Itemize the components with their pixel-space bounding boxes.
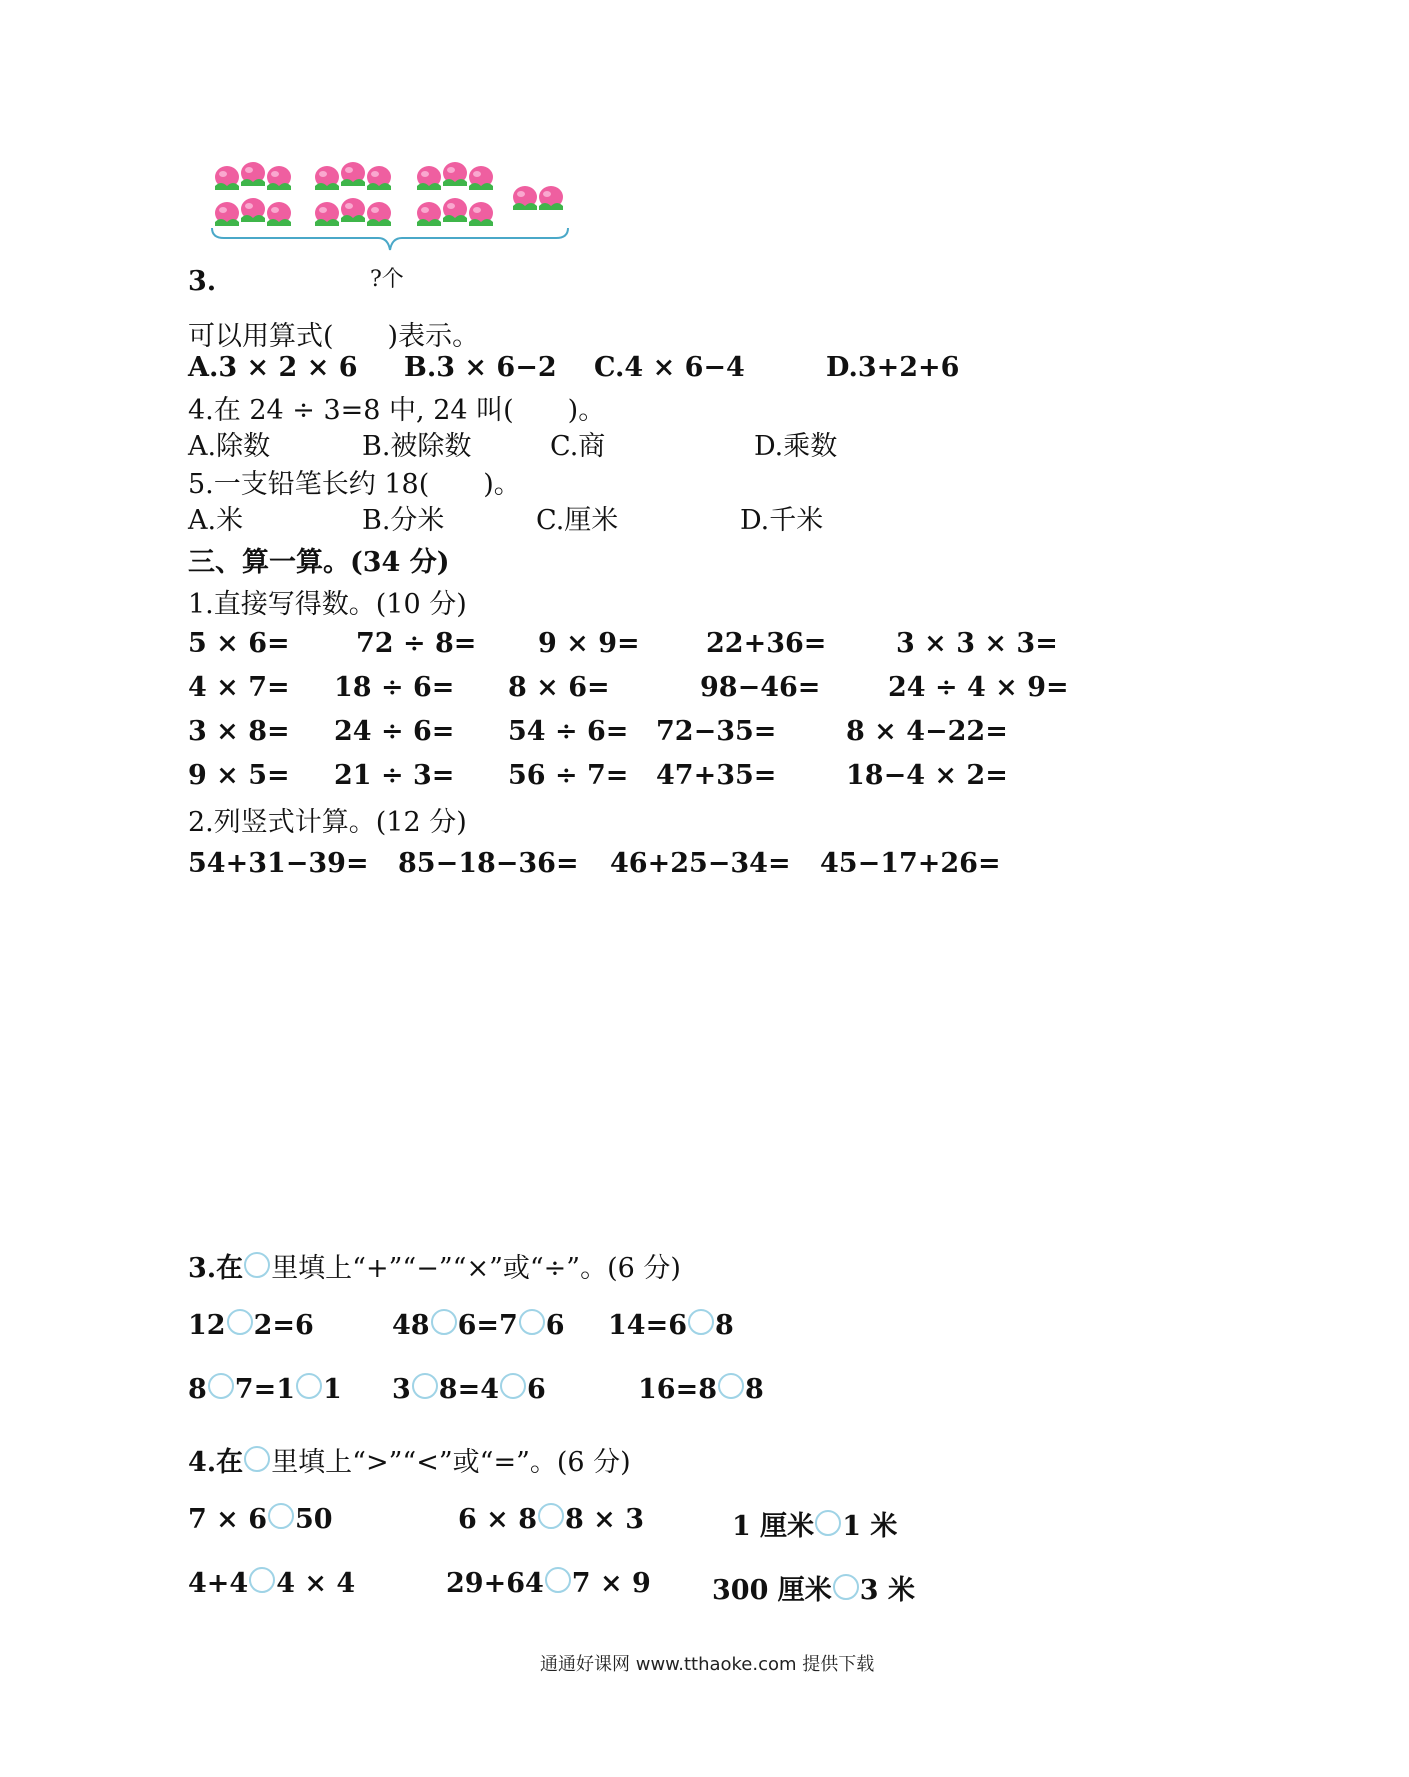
- expression: 98−46=: [700, 672, 821, 703]
- expression: 18 ÷ 6=: [334, 672, 455, 703]
- expr-part: 7 × 9: [571, 1568, 651, 1599]
- peach-icon: [466, 200, 496, 228]
- expression: 22+36=: [706, 628, 827, 659]
- expression: 5 × 6=: [188, 628, 290, 659]
- expression: 47+35=: [656, 760, 777, 791]
- q5-option-d: D.千米: [740, 505, 824, 536]
- section-3-title: 三、算一算。(34 分): [188, 547, 450, 578]
- expr-part: 8=4: [438, 1374, 499, 1405]
- expr-part: 6=7: [457, 1310, 518, 1341]
- expr-part: 29+64: [446, 1568, 544, 1599]
- answer-circle[interactable]: [431, 1309, 457, 1335]
- expr-part: 12: [188, 1310, 226, 1341]
- q4-option-c: C.商: [550, 431, 606, 462]
- expr-part: 4+4: [188, 1568, 249, 1599]
- q4-option-d: D.乘数: [754, 431, 838, 462]
- part-3-title-rest: 里填上“+”“−”“×”或“÷”。(6 分): [271, 1253, 681, 1284]
- peach-icon: [264, 200, 294, 228]
- part-4-title-rest: 里填上“>”“<”或“=”。(6 分): [271, 1447, 631, 1478]
- expr-part: 48: [392, 1310, 430, 1341]
- answer-circle[interactable]: [249, 1567, 275, 1593]
- expression: 56 ÷ 7=: [508, 760, 629, 791]
- expr-part: 1 米: [842, 1511, 898, 1542]
- q4-option-b: B.被除数: [362, 431, 472, 462]
- expr-part: 1: [323, 1374, 342, 1405]
- expr-part: 1 厘米: [732, 1511, 815, 1542]
- peach-icon: [364, 200, 394, 228]
- expression: 54+31−39=: [188, 848, 369, 879]
- answer-circle[interactable]: [208, 1373, 234, 1399]
- part-4-title-lead: 4.在: [188, 1447, 244, 1478]
- expr-part: 300 厘米: [712, 1575, 832, 1606]
- q3-option-a: A.3 × 2 × 6: [188, 352, 358, 383]
- expression: 46+25−34=: [610, 848, 791, 879]
- answer-circle[interactable]: [538, 1503, 564, 1529]
- question-4-text: 4.在 24 ÷ 3=8 中, 24 叫( )。: [188, 395, 606, 426]
- expr-part: 3 米: [859, 1575, 915, 1606]
- expression: 9 × 5=: [188, 760, 290, 791]
- answer-circle[interactable]: [688, 1309, 714, 1335]
- expression: 3 × 8=: [188, 716, 290, 747]
- answer-circle[interactable]: [519, 1309, 545, 1335]
- expression: 24 ÷ 6=: [334, 716, 455, 747]
- expression: 45−17+26=: [820, 848, 1001, 879]
- peach-icon: [536, 184, 566, 212]
- expr-part: 8: [744, 1374, 764, 1405]
- part-4-title: [188, 1440, 631, 1479]
- expr-part: 50: [295, 1504, 333, 1535]
- q4-option-a: A.除数: [188, 431, 271, 462]
- expression: 8 × 6=: [508, 672, 610, 703]
- answer-circle[interactable]: [718, 1373, 744, 1399]
- expression: 54 ÷ 6=: [508, 716, 629, 747]
- q5-option-c: C.厘米: [536, 505, 619, 536]
- part-3-title: [188, 1246, 681, 1285]
- part-1-title: 1.直接写得数。(10 分): [188, 589, 467, 620]
- expression: 3 × 3 × 3=: [896, 628, 1058, 659]
- answer-circle[interactable]: [833, 1574, 859, 1600]
- answer-circle[interactable]: [815, 1510, 841, 1536]
- expr-part: 4 × 4: [276, 1568, 356, 1599]
- peach-icon: [364, 164, 394, 192]
- answer-circle[interactable]: [296, 1373, 322, 1399]
- expression: 18−4 × 2=: [846, 760, 1008, 791]
- expression: 85−18−36=: [398, 848, 579, 879]
- part-3-title-lead: 3.在: [188, 1253, 244, 1284]
- answer-circle[interactable]: [268, 1503, 294, 1529]
- expression: 21 ÷ 3=: [334, 760, 455, 791]
- answer-circle[interactable]: [500, 1373, 526, 1399]
- footer-credit: 通通好课网 www.tthaoke.com 提供下载: [540, 1654, 875, 1675]
- bracket-label: ?个: [370, 267, 404, 292]
- question-3-text: 可以用算式( )表示。: [188, 321, 480, 352]
- expr-part: 3: [392, 1374, 411, 1405]
- q5-option-b: B.分米: [362, 505, 445, 536]
- answer-circle[interactable]: [412, 1373, 438, 1399]
- expr-part: 2=6: [253, 1310, 314, 1341]
- q3-option-d: D.3+2+6: [826, 352, 960, 383]
- expression: 8 × 4−22=: [846, 716, 1008, 747]
- expr-part: 6 × 8: [458, 1504, 537, 1535]
- question-3-number: 3.: [188, 266, 217, 297]
- answer-circle[interactable]: [545, 1567, 571, 1593]
- brace-icon: [210, 226, 570, 256]
- question-5-text: 5.一支铅笔长约 18( )。: [188, 469, 521, 500]
- expr-part: 6: [545, 1310, 565, 1341]
- expression: 72 ÷ 8=: [356, 628, 477, 659]
- q5-option-a: A.米: [188, 505, 244, 536]
- peach-icon: [264, 164, 294, 192]
- blank-circle[interactable]: [244, 1252, 270, 1278]
- expression: 9 × 9=: [538, 628, 640, 659]
- expr-part: 7=1: [234, 1374, 295, 1405]
- expr-part: 6: [527, 1374, 546, 1405]
- expr-part: 8: [714, 1310, 734, 1341]
- blank-circle[interactable]: [244, 1446, 270, 1472]
- expr-part: 8: [188, 1374, 207, 1405]
- part-2-title: 2.列竖式计算。(12 分): [188, 807, 467, 838]
- expression: 24 ÷ 4 × 9=: [888, 672, 1069, 703]
- expression: 72−35=: [656, 716, 777, 747]
- expression: 4 × 7=: [188, 672, 290, 703]
- peach-icon: [466, 164, 496, 192]
- q3-option-c: C.4 × 6−4: [594, 352, 745, 383]
- expr-part: 14=6: [608, 1310, 687, 1341]
- answer-circle[interactable]: [227, 1309, 253, 1335]
- expr-part: 16=8: [638, 1374, 717, 1405]
- q3-option-b: B.3 × 6−2: [404, 352, 557, 383]
- expr-part: 7 × 6: [188, 1504, 267, 1535]
- expr-part: 8 × 3: [565, 1504, 644, 1535]
